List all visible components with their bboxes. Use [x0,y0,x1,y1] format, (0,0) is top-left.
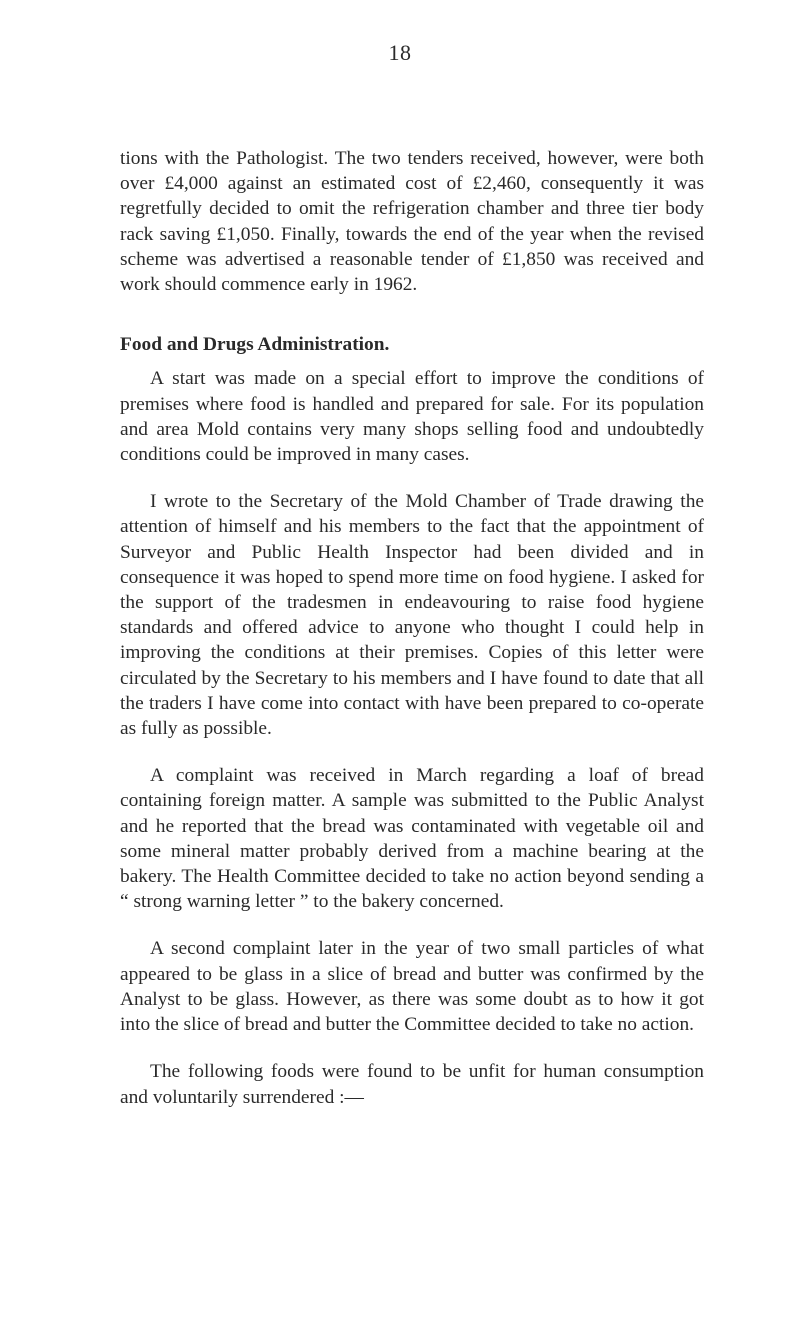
paragraph: A complaint was received in March regarding a loaf of bread containing foreign matter. A sample was submitted to the Public Analyst and he reported that the bread was contaminated with vegetable oil and some mineral matter probably derived from a machine bearing at the bakery. The Health Committee decided to take no action beyond sending a “ strong warning letter ” to the bakery concerned. [120,765,704,913]
page-number: 18 [388,40,412,65]
document-body [120,146,704,1110]
paragraph: I wrote to the Secretary of the Mold Chamber of Trade drawing the attention of himself and his members to the fact that the appointment of Surveyor and Public Health Inspector had been divided and in consequence it was hoped to spend more time on food hygiene. I asked for the support of the tradesmen in endeavouring to raise food hygiene standards and offered advice to anyone who thought I could help in improving the conditions at their premises. Copies of this letter were circulated by the Secretary to his members and I have found to date that all the traders I have come into contact with have been prepared to co-operate as fully as possible. [120,491,704,740]
section-heading: Food and Drugs Administration. [120,334,390,356]
paragraph: A second complaint later in the year of two small particles of what appeared to be glass in a slice of bread and butter was confirmed by the Analyst to be glass. However, as there was some doubt as to how it got into the slice of bread and butter the Committee decided to take no action. [120,938,704,1036]
paragraph: The following foods were found to be unfit for human consumption and voluntarily surrendered :— [120,1061,704,1108]
paragraph-continued: tions with the Pathologist. The two tenders received, however, were both over £4,000 against an estimated cost of £2,460, consequently it was regretfully decided to omit the refrigeration chamber and three tier body rack saving £1,050. Finally, towards the end of the year when the revised scheme was advertised a reasonable tender of £1,850 was received and work should commence early in 1962. [120,148,704,296]
paragraph: A start was made on a special effort to improve the conditions of premises where food is handled and prepared for sale. For its population and area Mold contains very many shops selling food and undoubtedly conditions could be improved in many cases. [120,368,704,466]
